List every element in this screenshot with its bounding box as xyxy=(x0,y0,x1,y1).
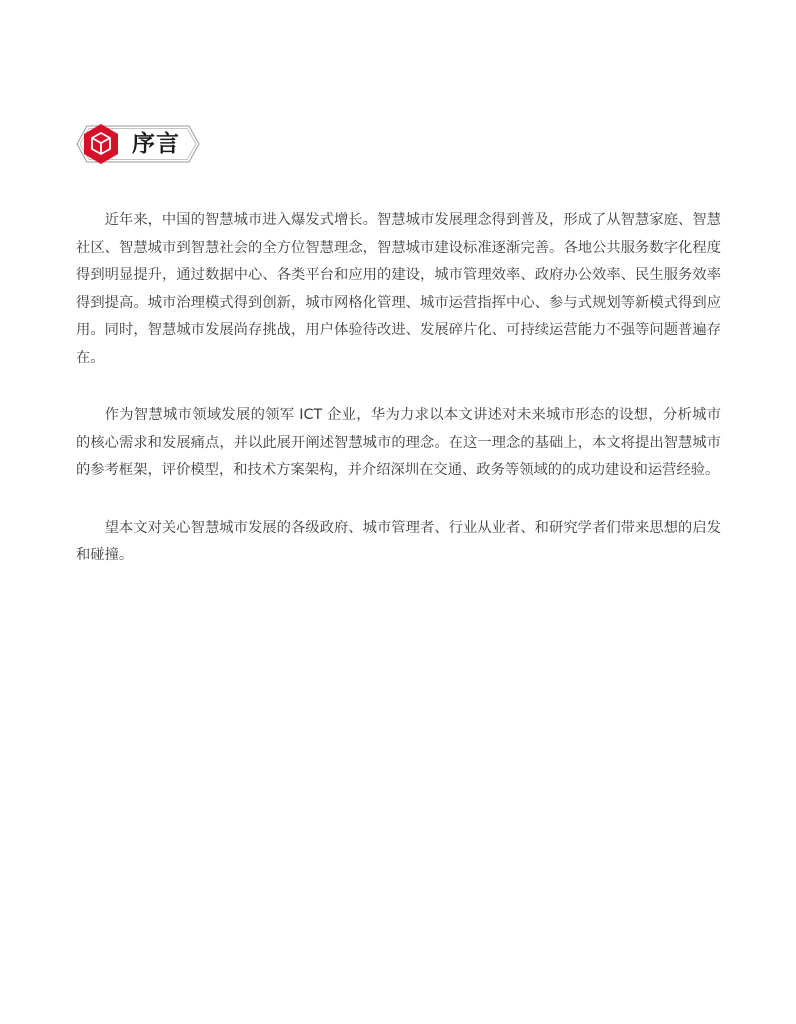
paragraph-3: 望本文对关心智慧城市发展的各级政府、城市管理者、行业从业者、和研究学者们带来思想的启发和碰撞。 xyxy=(76,519,721,563)
section-header xyxy=(76,121,200,167)
section-title: 序言 xyxy=(132,131,180,157)
paragraph-2: 作为智慧城市领域发展的领军 ICT 企业，华为力求以本文讲述对未来城市形态的设想，分析城市的核心需求和发展痛点，并以此展开阐述智慧城市的理念。在这一理念的基础上，本文将提出智慧城市的参考框架，评价模型，和技术方案架构，并介绍深圳在交通、政务等领域的的成功建设和运营经验。 xyxy=(76,407,721,478)
paragraph-1: 近年来，中国的智慧城市进入爆发式增长。智慧城市发展理念得到普及，形成了从智慧家庭、智慧社区、智慧城市到智慧社会的全方位智慧理念，智慧城市建设标准逐渐完善。各地公共服务数字化程度得到明显提升，通过数据中心、各类平台和应用的建设，城市管理效率、政府办公效率、民生服务效率得到提高。城市治理模式得到创新，城市网格化管理、城市运营指挥中心、参与式规划等新模式得到应用。同时，智慧城市发展尚存挑战，用户体验待改进、发展碎片化、可持续运营能力不强等问题普遍存在。 xyxy=(76,212,721,366)
preface-body xyxy=(76,207,721,600)
